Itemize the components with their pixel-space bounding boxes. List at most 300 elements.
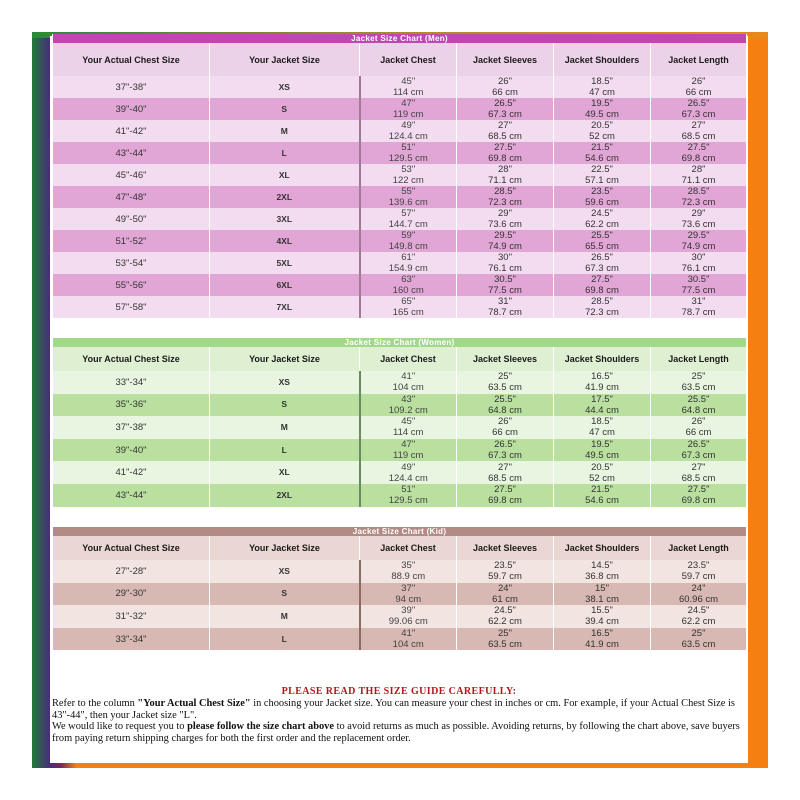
jacket-shoulders-cell	[554, 416, 651, 439]
actual-chest-cell: 47"-48"	[53, 186, 210, 208]
measure-cm: 76.1 cm	[681, 263, 716, 274]
measure-inches: 25.5"	[591, 230, 613, 241]
jacket-chest-cell	[360, 296, 457, 318]
measure-cm: 63.5 cm	[681, 382, 716, 394]
measure-cm: 44.4 cm	[585, 404, 619, 416]
measure-cm: 129.5 cm	[388, 495, 428, 507]
jacket-length-cell	[651, 394, 747, 417]
col-header-jacket-shoulders: Jacket Shoulders	[554, 536, 651, 560]
jacket-size-cell: M	[210, 120, 360, 142]
col-header-actual-chest: Your Actual Chest Size	[53, 43, 210, 76]
jacket-chest-cell	[360, 142, 457, 164]
measure-inches: 27"	[691, 461, 706, 473]
table-row	[53, 230, 747, 252]
measure-cm: 99.06 cm	[388, 616, 428, 628]
col-header-jacket-sleeves: Jacket Sleeves	[457, 536, 554, 560]
measure-cm: 122 cm	[392, 175, 424, 186]
jacket-shoulders-cell	[554, 230, 651, 252]
guide-text: Refer to the column	[52, 698, 138, 710]
jacket-size-cell: 2XL	[210, 186, 360, 208]
jacket-size-cell: S	[210, 583, 360, 606]
measure-inches: 19.5"	[591, 439, 613, 451]
measure-inches: 57"	[401, 208, 416, 219]
measure-cm: 66 cm	[685, 87, 712, 98]
measure-cm: 62.2 cm	[585, 219, 619, 230]
jacket-shoulders-cell	[554, 164, 651, 186]
jacket-sleeves-cell	[457, 416, 554, 439]
measure-cm: 66 cm	[492, 427, 518, 439]
jacket-size-cell: M	[210, 605, 360, 628]
measure-inches: 39"	[401, 605, 416, 617]
measure-cm: 74.9 cm	[488, 241, 522, 252]
actual-chest-cell: 37"-38"	[53, 416, 210, 439]
size-guide-paragraph-1	[52, 698, 746, 721]
jacket-sleeves-cell	[457, 560, 554, 583]
actual-chest-cell: 39"-40"	[53, 98, 210, 120]
measure-inches: 47"	[401, 98, 416, 109]
measure-inches: 43"	[401, 393, 416, 405]
measure-cm: 74.9 cm	[681, 241, 716, 252]
size-guide-paragraph-2	[52, 721, 746, 744]
measure-inches: 25.5"	[687, 393, 710, 405]
measure-inches: 29.5"	[494, 230, 516, 241]
measure-inches: 51"	[401, 142, 416, 153]
measure-inches: 30"	[498, 252, 512, 263]
measure-inches: 28.5"	[591, 296, 613, 307]
table-row	[53, 252, 747, 274]
measure-cm: 72.3 cm	[681, 197, 716, 208]
jacket-chest-cell	[360, 164, 457, 186]
guide-emphasis: "Your Actual Chest Size"	[137, 698, 251, 710]
measure-cm: 129.5 cm	[388, 153, 428, 164]
measure-inches: 51"	[401, 484, 416, 496]
table-row	[53, 583, 747, 606]
measure-inches: 63"	[401, 274, 416, 285]
col-header-actual-chest: Your Actual Chest Size	[53, 536, 210, 560]
measure-cm: 104 cm	[392, 382, 424, 394]
measure-cm: 94 cm	[395, 593, 422, 605]
table-row	[53, 296, 747, 318]
jacket-length-cell	[651, 628, 747, 651]
jacket-size-cell: XS	[210, 560, 360, 583]
jacket-chest-cell	[360, 461, 457, 484]
jacket-sleeves-cell	[457, 439, 554, 462]
measure-inches: 24.5"	[591, 208, 613, 219]
measure-inches: 30.5"	[494, 274, 516, 285]
actual-chest-cell: 53"-54"	[53, 252, 210, 274]
measure-cm: 119 cm	[393, 450, 424, 462]
col-header-jacket-sleeves: Jacket Sleeves	[457, 347, 554, 371]
jacket-size-cell: XL	[210, 164, 360, 186]
table-row	[53, 416, 747, 439]
jacket-chest-cell	[360, 76, 457, 98]
jacket-length-cell	[651, 120, 747, 142]
jacket-shoulders-cell	[554, 394, 651, 417]
measure-inches: 21.5"	[591, 142, 613, 153]
measure-inches: 65"	[401, 296, 416, 307]
measure-inches: 26.5"	[687, 439, 710, 451]
measure-cm: 139.6 cm	[388, 197, 428, 208]
measure-inches: 47"	[401, 439, 416, 451]
jacket-length-cell	[651, 296, 747, 318]
jacket-chest-cell	[360, 230, 457, 252]
measure-cm: 109.2 cm	[388, 404, 428, 416]
measure-inches: 37"	[401, 582, 416, 594]
measure-inches: 26"	[691, 76, 706, 87]
col-header-actual-chest: Your Actual Chest Size	[53, 347, 210, 371]
measure-cm: 39.4 cm	[585, 616, 619, 628]
jacket-size-cell: 6XL	[210, 274, 360, 296]
jacket-shoulders-cell	[554, 484, 651, 507]
jacket-length-cell	[651, 164, 747, 186]
measure-cm: 104 cm	[392, 639, 424, 651]
jacket-chest-cell	[360, 371, 457, 394]
measure-cm: 71.1 cm	[681, 175, 716, 186]
measure-inches: 15"	[595, 582, 609, 594]
measure-cm: 36.8 cm	[585, 571, 619, 583]
measure-cm: 144.7 cm	[388, 219, 428, 230]
measure-inches: 18.5"	[591, 416, 613, 428]
jacket-chest-cell	[360, 628, 457, 651]
measure-inches: 53"	[401, 164, 416, 175]
measure-inches: 20.5"	[591, 120, 613, 131]
kid-table-title: Jacket Size Chart (Kid)	[53, 527, 747, 536]
actual-chest-cell: 41"-42"	[53, 120, 210, 142]
col-header-jacket-chest: Jacket Chest	[360, 536, 457, 560]
measure-cm: 76.1 cm	[488, 263, 522, 274]
men-table-title: Jacket Size Chart (Men)	[53, 34, 747, 43]
jacket-shoulders-cell	[554, 208, 651, 230]
col-header-jacket-length: Jacket Length	[651, 536, 747, 560]
jacket-length-cell	[651, 605, 747, 628]
jacket-shoulders-cell	[554, 274, 651, 296]
jacket-length-cell	[651, 371, 747, 394]
actual-chest-cell: 51"-52"	[53, 230, 210, 252]
jacket-chest-cell	[360, 560, 457, 583]
col-header-jacket-length: Jacket Length	[651, 43, 747, 76]
table-row	[53, 560, 747, 583]
measure-inches: 30.5"	[687, 274, 710, 285]
measure-cm: 165 cm	[392, 307, 424, 318]
measure-inches: 23.5"	[494, 560, 516, 572]
jacket-length-cell	[651, 484, 747, 507]
actual-chest-cell: 43"-44"	[53, 142, 210, 164]
measure-cm: 62.2 cm	[488, 616, 522, 628]
col-header-jacket-sleeves: Jacket Sleeves	[457, 43, 554, 76]
jacket-length-cell	[651, 560, 747, 583]
jacket-shoulders-cell	[554, 142, 651, 164]
measure-cm: 57.1 cm	[585, 175, 619, 186]
jacket-shoulders-cell	[554, 461, 651, 484]
jacket-length-cell	[651, 230, 747, 252]
jacket-shoulders-cell	[554, 296, 651, 318]
jacket-sleeves-cell	[457, 142, 554, 164]
measure-cm: 73.6 cm	[681, 219, 716, 230]
measure-inches: 25.5"	[494, 393, 516, 405]
measure-cm: 72.3 cm	[488, 197, 522, 208]
col-header-jacket-size: Your Jacket Size	[210, 536, 360, 560]
measure-cm: 68.5 cm	[488, 472, 522, 484]
measure-inches: 28"	[498, 164, 512, 175]
measure-inches: 21.5"	[591, 484, 613, 496]
actual-chest-cell: 27"-28"	[53, 560, 210, 583]
table-row	[53, 461, 747, 484]
jacket-shoulders-cell	[554, 98, 651, 120]
measure-cm: 124.4 cm	[388, 472, 428, 484]
measure-inches: 19.5"	[591, 98, 613, 109]
jacket-size-cell: XS	[210, 76, 360, 98]
measure-cm: 60.96 cm	[678, 593, 719, 605]
jacket-size-cell: L	[210, 628, 360, 651]
measure-cm: 119 cm	[393, 109, 424, 120]
jacket-chest-cell	[360, 208, 457, 230]
measure-inches: 25"	[691, 371, 706, 383]
jacket-size-cell: XS	[210, 371, 360, 394]
jacket-shoulders-cell	[554, 560, 651, 583]
measure-cm: 78.7 cm	[488, 307, 522, 318]
measure-cm: 69.8 cm	[681, 495, 716, 507]
jacket-size-cell: 2XL	[210, 484, 360, 507]
jacket-shoulders-cell	[554, 628, 651, 651]
jacket-sleeves-cell	[457, 120, 554, 142]
jacket-chest-cell	[360, 274, 457, 296]
measure-cm: 47 cm	[589, 427, 615, 439]
jacket-length-cell	[651, 142, 747, 164]
measure-inches: 41"	[401, 371, 416, 383]
measure-inches: 27.5"	[687, 142, 710, 153]
measure-inches: 22.5"	[591, 164, 613, 175]
kid-size-table	[52, 527, 747, 650]
measure-inches: 16.5"	[591, 371, 613, 383]
measure-inches: 23.5"	[687, 560, 710, 572]
actual-chest-cell: 55"-56"	[53, 274, 210, 296]
measure-cm: 69.8 cm	[488, 495, 522, 507]
measure-inches: 16.5"	[591, 628, 613, 640]
table-row	[53, 371, 747, 394]
measure-inches: 25"	[691, 628, 706, 640]
measure-inches: 25"	[498, 371, 512, 383]
measure-inches: 55"	[401, 186, 416, 197]
jacket-length-cell	[651, 416, 747, 439]
measure-cm: 49.5 cm	[585, 450, 619, 462]
col-header-jacket-chest: Jacket Chest	[360, 43, 457, 76]
measure-cm: 160 cm	[392, 285, 424, 296]
measure-inches: 41"	[401, 628, 416, 640]
jacket-shoulders-cell	[554, 439, 651, 462]
measure-inches: 27.5"	[494, 142, 516, 153]
jacket-chest-cell	[360, 120, 457, 142]
jacket-size-cell: 3XL	[210, 208, 360, 230]
measure-inches: 31"	[498, 296, 512, 307]
jacket-chest-cell	[360, 98, 457, 120]
jacket-sleeves-cell	[457, 461, 554, 484]
measure-cm: 68.5 cm	[488, 131, 522, 142]
measure-inches: 15.5"	[591, 605, 613, 617]
measure-inches: 27"	[691, 120, 706, 131]
jacket-chest-cell	[360, 439, 457, 462]
col-header-jacket-chest: Jacket Chest	[360, 347, 457, 371]
measure-cm: 149.8 cm	[388, 241, 428, 252]
jacket-sleeves-cell	[457, 252, 554, 274]
measure-inches: 61"	[401, 252, 416, 263]
measure-cm: 67.3 cm	[488, 109, 522, 120]
col-header-jacket-size: Your Jacket Size	[210, 347, 360, 371]
measure-inches: 18.5"	[591, 76, 613, 87]
measure-cm: 61 cm	[492, 593, 518, 605]
col-header-jacket-size: Your Jacket Size	[210, 43, 360, 76]
measure-inches: 45"	[401, 416, 416, 428]
jacket-length-cell	[651, 583, 747, 606]
measure-cm: 68.5 cm	[681, 472, 716, 484]
measure-cm: 77.5 cm	[681, 285, 716, 296]
measure-cm: 77.5 cm	[488, 285, 522, 296]
measure-inches: 30"	[691, 252, 706, 263]
measure-inches: 27.5"	[494, 484, 516, 496]
measure-cm: 114 cm	[393, 427, 424, 439]
jacket-shoulders-cell	[554, 186, 651, 208]
jacket-chest-cell	[360, 252, 457, 274]
jacket-shoulders-cell	[554, 76, 651, 98]
measure-inches: 31"	[691, 296, 706, 307]
women-table-title: Jacket Size Chart (Women)	[53, 338, 747, 347]
jacket-length-cell	[651, 98, 747, 120]
measure-cm: 69.8 cm	[488, 153, 522, 164]
actual-chest-cell: 29"-30"	[53, 583, 210, 606]
measure-cm: 59.7 cm	[681, 571, 716, 583]
jacket-sleeves-cell	[457, 76, 554, 98]
jacket-chest-cell	[360, 186, 457, 208]
measure-cm: 66 cm	[685, 427, 712, 439]
measure-cm: 73.6 cm	[488, 219, 522, 230]
measure-inches: 25"	[498, 628, 512, 640]
measure-cm: 52 cm	[589, 131, 615, 142]
col-header-jacket-shoulders: Jacket Shoulders	[554, 43, 651, 76]
col-header-jacket-shoulders: Jacket Shoulders	[554, 347, 651, 371]
jacket-length-cell	[651, 252, 747, 274]
measure-cm: 63.5 cm	[488, 382, 522, 394]
jacket-size-cell: 5XL	[210, 252, 360, 274]
measure-cm: 52 cm	[589, 472, 615, 484]
measure-inches: 29"	[498, 208, 512, 219]
table-row	[53, 186, 747, 208]
jacket-size-cell: XL	[210, 461, 360, 484]
measure-cm: 65.5 cm	[585, 241, 619, 252]
measure-inches: 26.5"	[591, 252, 613, 263]
men-size-table	[52, 34, 747, 318]
jacket-length-cell	[651, 274, 747, 296]
measure-cm: 68.5 cm	[681, 131, 716, 142]
measure-inches: 28.5"	[494, 186, 516, 197]
jacket-size-cell: S	[210, 98, 360, 120]
table-row	[53, 394, 747, 417]
measure-cm: 59.6 cm	[585, 197, 619, 208]
jacket-size-cell: M	[210, 416, 360, 439]
measure-inches: 59"	[401, 230, 416, 241]
table-row	[53, 274, 747, 296]
jacket-chest-cell	[360, 484, 457, 507]
guide-emphasis: please follow the size chart above	[187, 721, 334, 733]
actual-chest-cell: 57"-58"	[53, 296, 210, 318]
size-guide-heading: PLEASE READ THE SIZE GUIDE CAREFULLY:	[281, 686, 517, 697]
measure-cm: 66 cm	[492, 87, 518, 98]
measure-cm: 154.9 cm	[388, 263, 428, 274]
measure-inches: 27.5"	[687, 484, 710, 496]
actual-chest-cell: 45"-46"	[53, 164, 210, 186]
jacket-shoulders-cell	[554, 371, 651, 394]
measure-inches: 49"	[401, 120, 416, 131]
actual-chest-cell: 41"-42"	[53, 461, 210, 484]
jacket-size-cell: 7XL	[210, 296, 360, 318]
measure-cm: 63.5 cm	[681, 639, 716, 651]
table-row	[53, 439, 747, 462]
measure-cm: 47 cm	[589, 87, 615, 98]
measure-cm: 41.9 cm	[585, 639, 619, 651]
measure-inches: 24.5"	[687, 605, 710, 617]
measure-cm: 69.8 cm	[585, 285, 619, 296]
actual-chest-cell: 37"-38"	[53, 76, 210, 98]
measure-inches: 24"	[498, 582, 512, 594]
jacket-length-cell	[651, 186, 747, 208]
measure-inches: 28"	[691, 164, 706, 175]
measure-cm: 69.8 cm	[681, 153, 716, 164]
jacket-shoulders-cell	[554, 252, 651, 274]
jacket-sleeves-cell	[457, 230, 554, 252]
jacket-size-cell: S	[210, 394, 360, 417]
jacket-size-cell: L	[210, 439, 360, 462]
jacket-sleeves-cell	[457, 164, 554, 186]
jacket-sleeves-cell	[457, 583, 554, 606]
jacket-length-cell	[651, 208, 747, 230]
measure-inches: 49"	[401, 461, 416, 473]
measure-cm: 67.3 cm	[585, 263, 619, 274]
jacket-size-cell: L	[210, 142, 360, 164]
jacket-length-cell	[651, 76, 747, 98]
table-row	[53, 76, 747, 98]
table-row	[53, 164, 747, 186]
actual-chest-cell: 49"-50"	[53, 208, 210, 230]
jacket-chest-cell	[360, 394, 457, 417]
measure-inches: 26.5"	[687, 98, 710, 109]
measure-cm: 114 cm	[393, 87, 424, 98]
measure-inches: 27.5"	[591, 274, 613, 285]
jacket-chest-cell	[360, 583, 457, 606]
measure-cm: 71.1 cm	[488, 175, 522, 186]
jacket-sleeves-cell	[457, 371, 554, 394]
measure-inches: 26"	[498, 76, 512, 87]
table-row	[53, 605, 747, 628]
measure-inches: 24"	[691, 582, 706, 594]
measure-inches: 29"	[691, 208, 706, 219]
jacket-length-cell	[651, 461, 747, 484]
measure-inches: 23.5"	[591, 186, 613, 197]
actual-chest-cell: 43"-44"	[53, 484, 210, 507]
measure-cm: 54.6 cm	[585, 495, 619, 507]
actual-chest-cell: 35"-36"	[53, 394, 210, 417]
jacket-chest-cell	[360, 605, 457, 628]
measure-cm: 64.8 cm	[488, 404, 522, 416]
jacket-shoulders-cell	[554, 120, 651, 142]
measure-inches: 35"	[401, 560, 416, 572]
measure-inches: 45"	[401, 76, 416, 87]
guide-text: We would like to request you to	[52, 721, 188, 733]
measure-cm: 59.7 cm	[488, 571, 522, 583]
measure-cm: 67.3 cm	[681, 450, 716, 462]
table-row	[53, 98, 747, 120]
table-row	[53, 142, 747, 164]
jacket-length-cell	[651, 439, 747, 462]
actual-chest-cell: 33"-34"	[53, 371, 210, 394]
jacket-sleeves-cell	[457, 628, 554, 651]
